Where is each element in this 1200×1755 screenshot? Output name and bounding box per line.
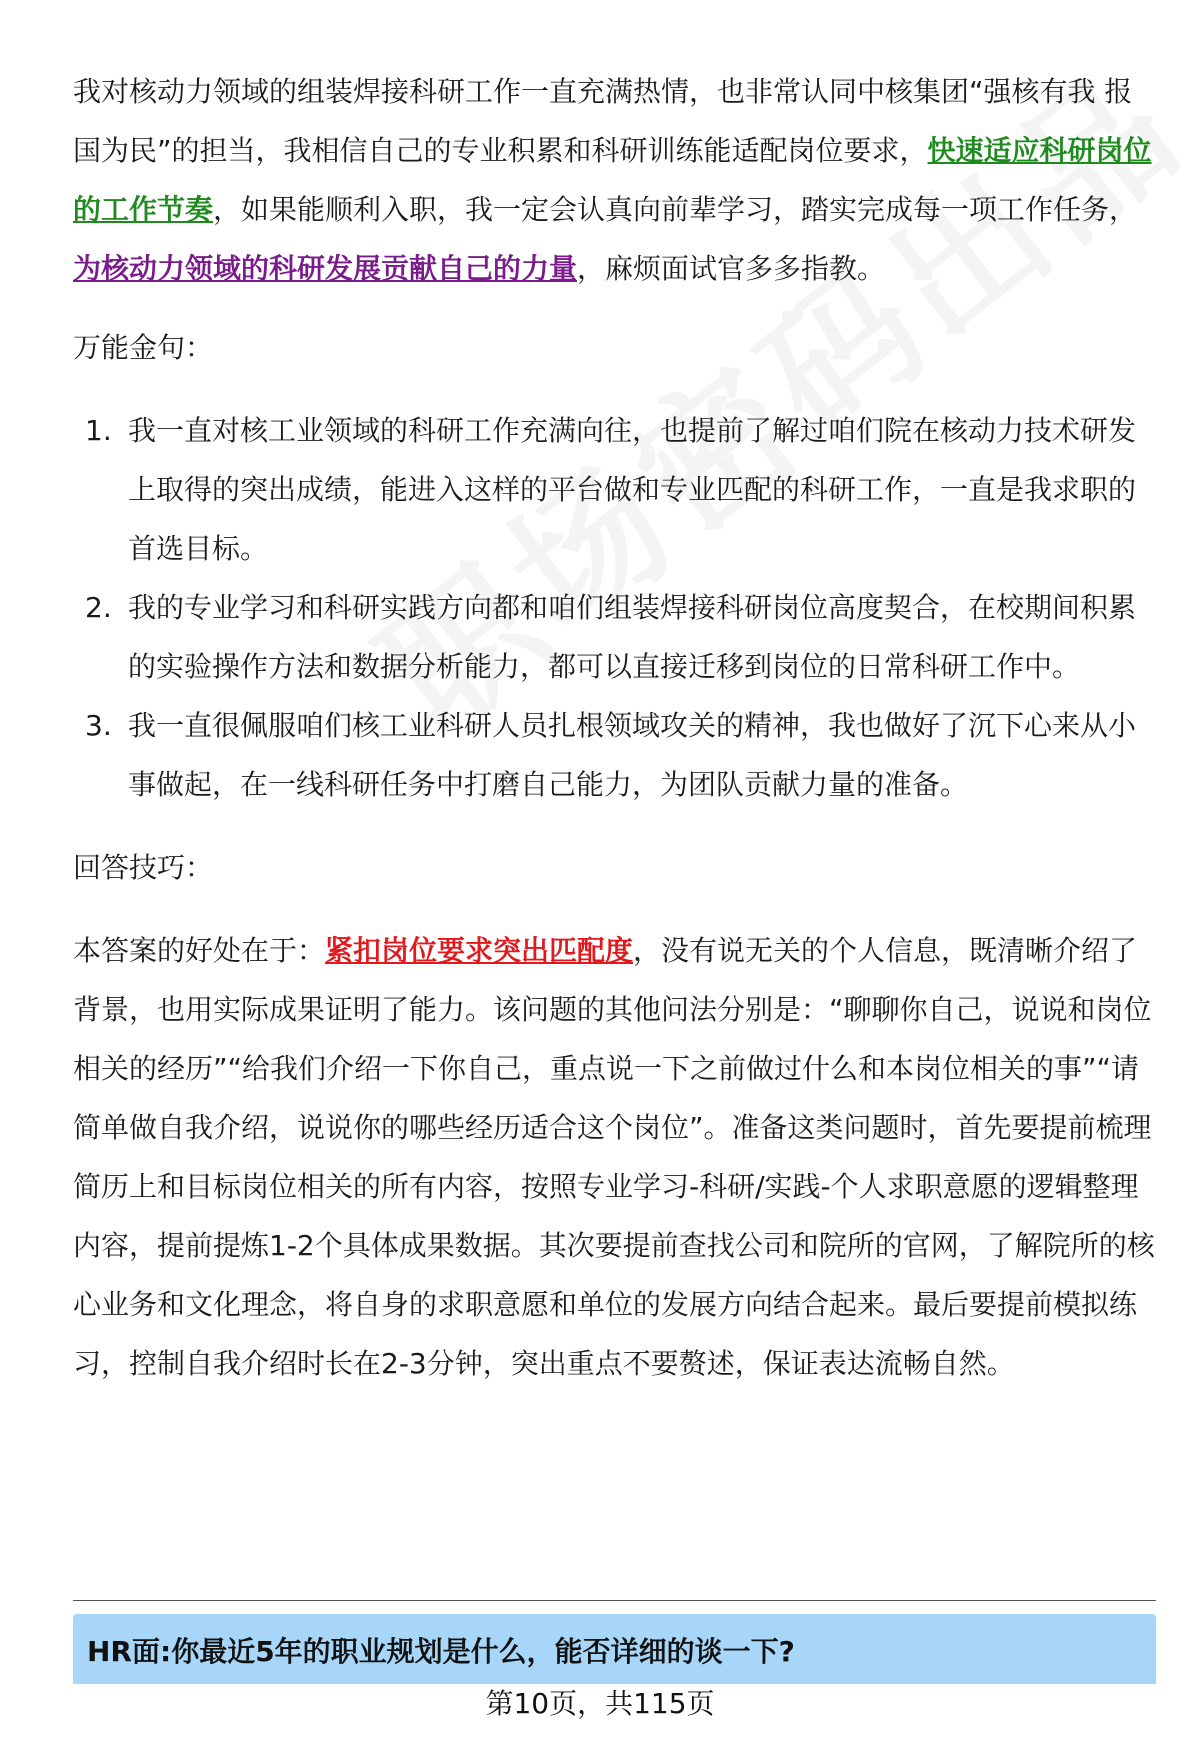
- next-question-box: [73, 1614, 1156, 1684]
- intro-highlight-purple: 为核动力领域的科研发展贡献自己的力量: [73, 252, 578, 285]
- list-item: [73, 696, 1155, 814]
- document-body: [73, 62, 1155, 1393]
- list-item-number: 1.: [85, 414, 112, 447]
- skill-text-2: ，没有说无关的个人信息，既清晰介绍了背景，也用实际成果证明了能力。该问题的其他问法分别是：“聊聊你自己，说说和岗位相关的经历”“给我们介绍一下你自己，重点说一下之前做过什么和本岗位相关的事”“请简单做自我介绍，说说你的哪些经历适合这个岗位”。准备这类问题时，首先要提前梳理简历上和目标岗位相关的所有内容，按照专业学习-科研/实践-个人求职意愿的逻辑整理内容，提前提炼1-2个具体成果数据。其次要提前查找公司和院所的官网，了解院所的核心业务和文化理念，将自身的求职意愿和单位的发展方向结合起来。最后要提前模拟练习，控制自我介绍时长在2-3分钟，突出重点不要赘述，保证表达流畅自然。: [73, 934, 1155, 1380]
- list-item-text: 我的专业学习和科研实践方向都和咱们组装焊接科研岗位高度契合，在校期间积累的实验操作方法和数据分析能力，都可以直接迁移到岗位的日常科研工作中。: [128, 591, 1137, 683]
- intro-paragraph: [73, 62, 1155, 298]
- golden-sentences-label: 万能金句：: [73, 331, 214, 364]
- list-item: [73, 578, 1155, 696]
- skill-highlight-red: 紧扣岗位要求突出匹配度: [325, 934, 634, 967]
- list-item-text: 我一直对核工业领域的科研工作充满向往，也提前了解过咱们院在核动力技术研发上取得的突出成绩，能进入这样的平台做和专业匹配的科研工作，一直是我求职的首选目标。: [128, 414, 1137, 565]
- answer-skill-paragraph: [73, 921, 1155, 1393]
- list-item: [73, 401, 1155, 578]
- section-divider: [73, 1600, 1156, 1601]
- intro-text-2: ，如果能顺利入职，我一定会认真向前辈学习，踏实完成每一项工作任务，: [213, 193, 1138, 226]
- next-question-title: HR面:你最近5年的职业规划是什么，能否详细的谈一下?: [87, 1635, 795, 1668]
- intro-text-1: 我对核动力领域的组装焊接科研工作一直充满热情，也非常认同中核集团“强核有我 报国为民”的担当，我相信自己的专业积累和科研训练能适配岗位要求，: [73, 75, 1133, 167]
- list-item-text: 我一直很佩服咱们核工业科研人员扎根领域攻关的精神，我也做好了沉下心来从小事做起，在一线科研任务中打磨自己能力，为团队贡献力量的准备。: [128, 709, 1137, 801]
- list-item-number: 2.: [85, 591, 112, 624]
- skill-text-1: 本答案的好处在于：: [73, 934, 326, 967]
- golden-sentences-list: [73, 401, 1155, 814]
- intro-highlight-green: 快速适应科研岗位的工作节奏: [73, 134, 1152, 226]
- answer-skill-label: 回答技巧：: [73, 851, 214, 884]
- page-footer: 第10页，共115页: [485, 1687, 715, 1720]
- list-item-number: 3.: [85, 709, 112, 742]
- intro-text-3: ，麻烦面试官多多指教。: [577, 252, 886, 285]
